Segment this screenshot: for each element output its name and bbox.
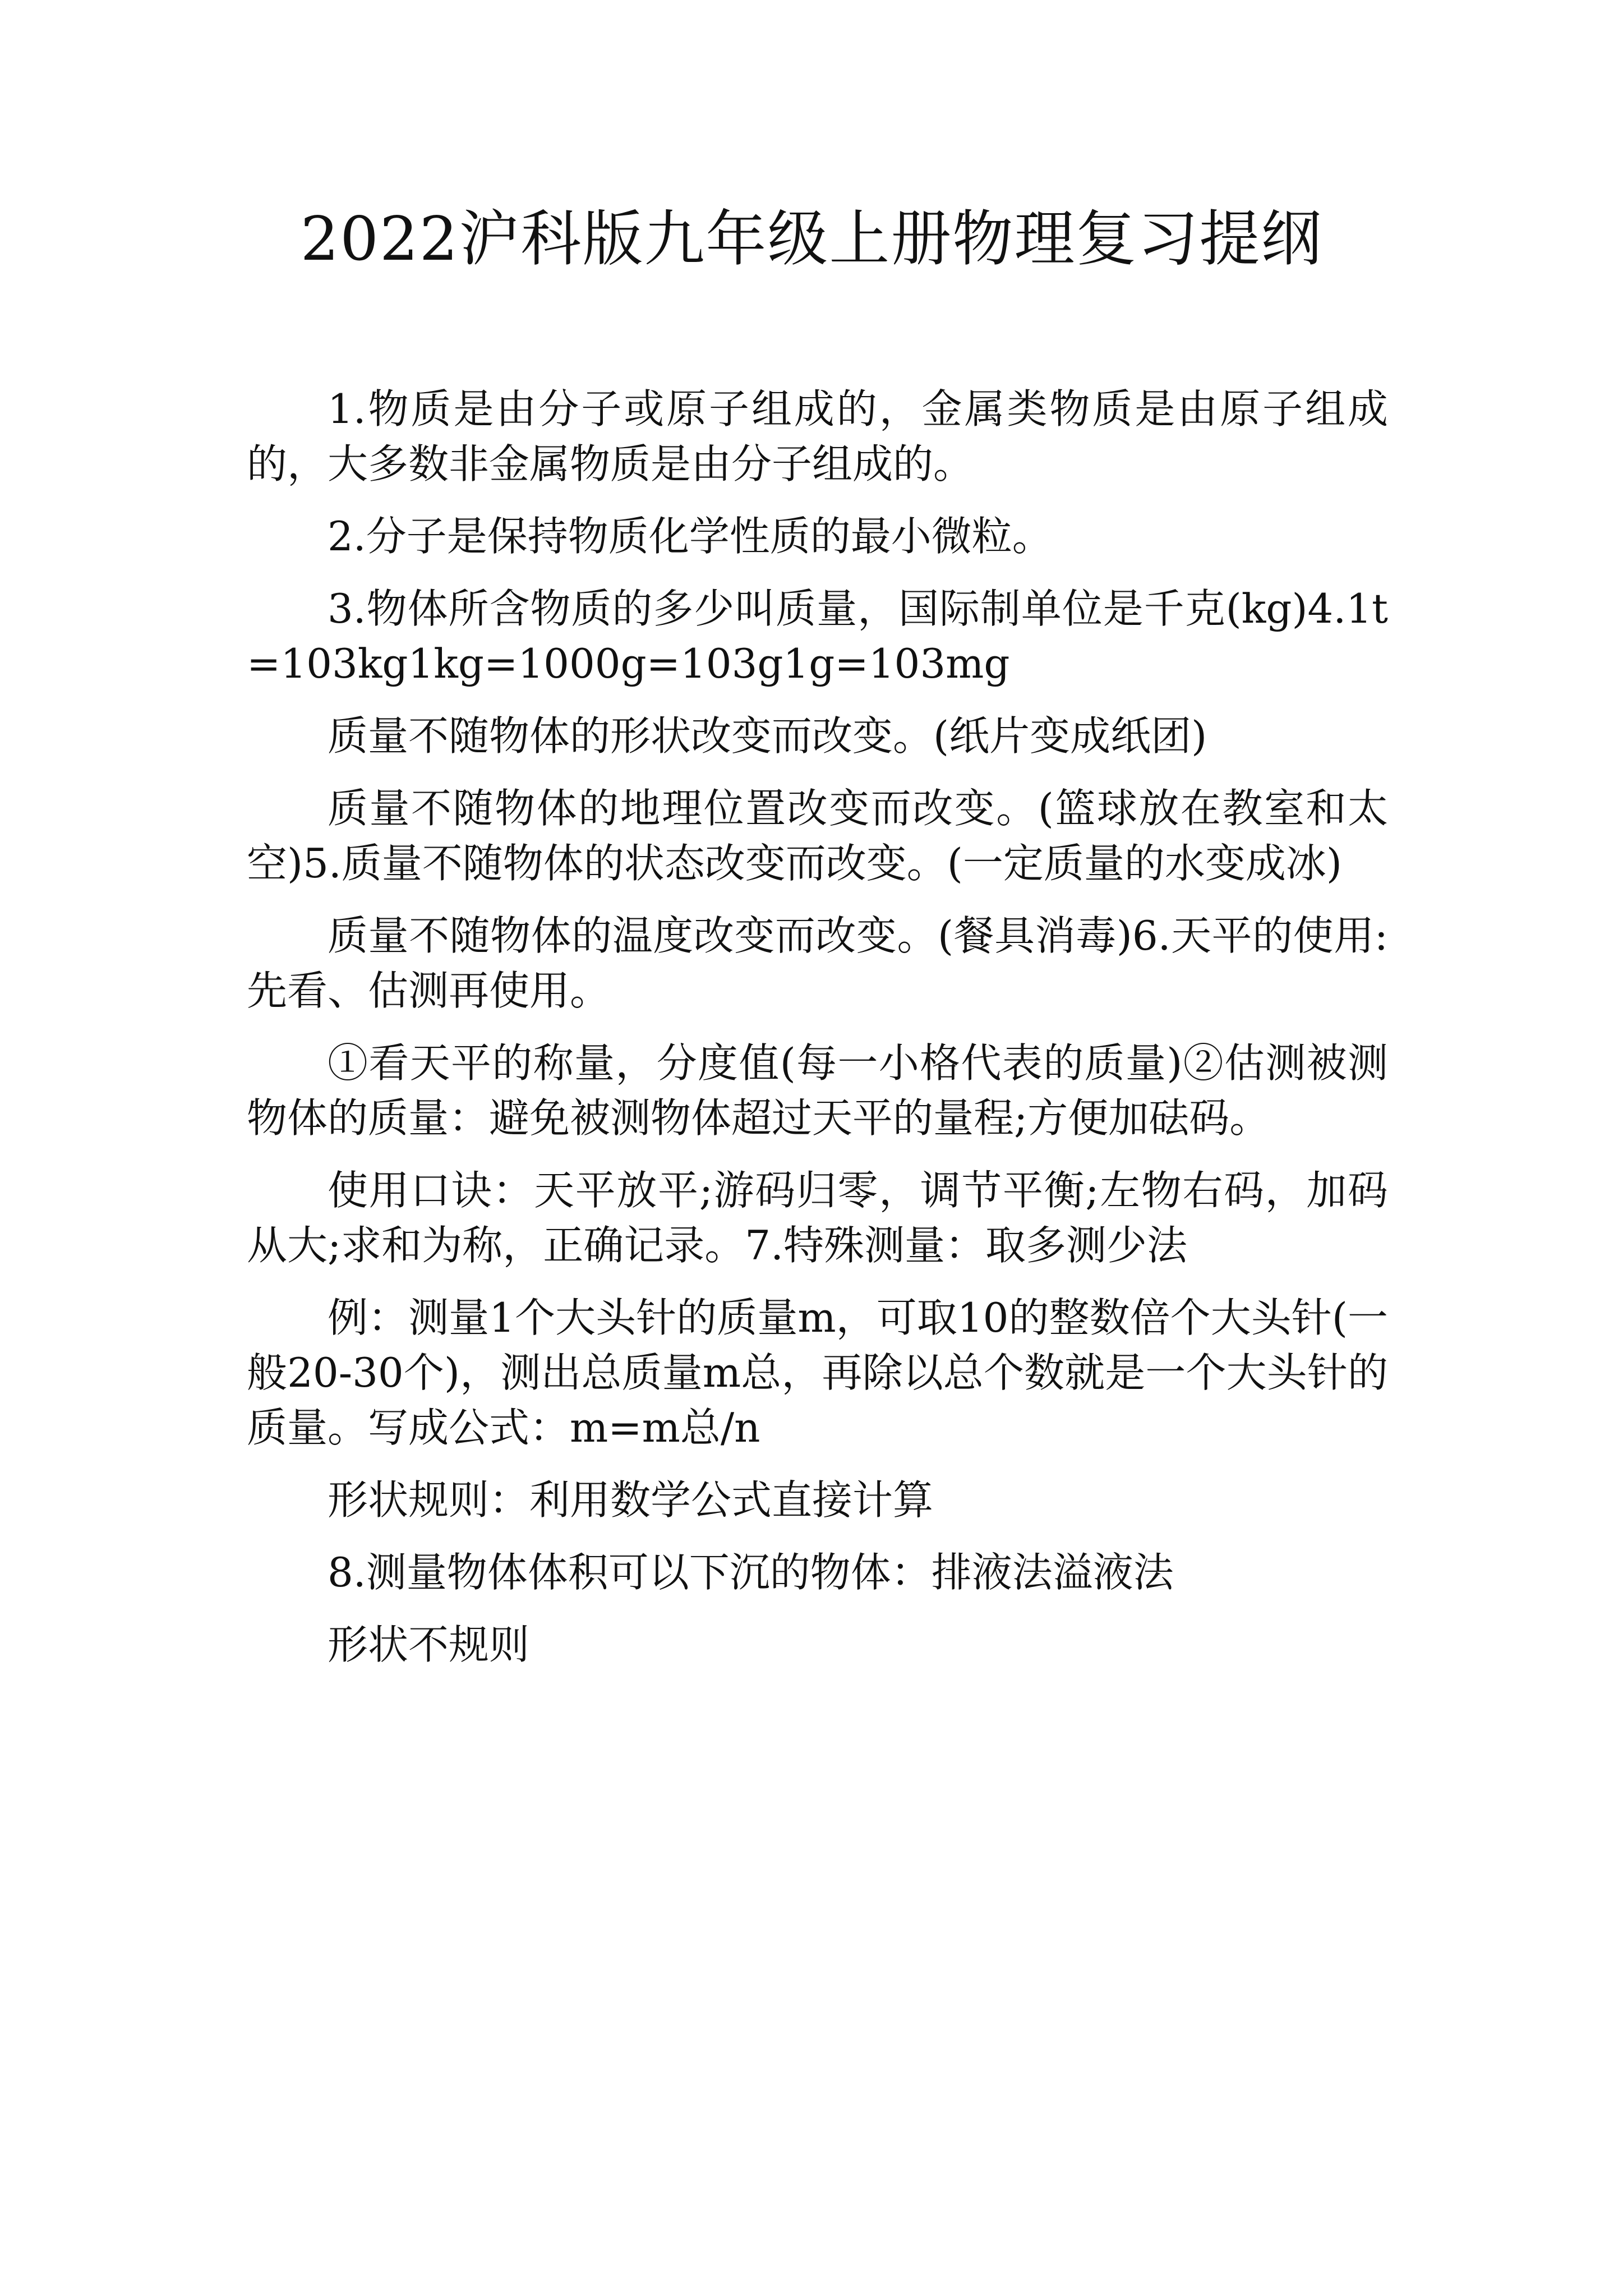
document-title: 2022沪科版九年级上册物理复习提纲 (300, 204, 1323, 274)
paragraph: 质量不随物体的形状改变而改变。(纸片变成纸团) (328, 712, 1207, 760)
paragraph: 形状不规则 (328, 1621, 530, 1668)
paragraph: 例：测量1个大头针的质量m，可取10的整数倍个大头针(一般20-30个)，测出总质量m总，再除以总个数就是一个大头针的质量。写成公式：m=m总/n (247, 1294, 1388, 1451)
paragraph: ①看天平的称量，分度值(每一小格代表的质量)②估测被测物体的质量：避免被测物体超过天平的量程;方便加砝码。 (247, 1039, 1388, 1142)
paragraph: 3.物体所含物质的多少叫质量，国际制单位是千克(kg)4.1t=103kg1kg=1000g=103g1g=103mg (247, 585, 1388, 687)
paragraph: 使用口诀：天平放平;游码归零，调节平衡;左物右码，加码从大;求和为称，正确记录。7.特殊测量：取多测少法 (247, 1167, 1388, 1269)
paragraph: 1.物质是由分子或原子组成的，金属类物质是由原子组成的，大多数非金属物质是由分子组成的。 (247, 385, 1388, 487)
paragraph: 形状规则：利用数学公式直接计算 (328, 1476, 934, 1524)
paragraph: 质量不随物体的温度改变而改变。(餐具消毒)6.天平的使用:先看、估测再使用。 (247, 912, 1388, 1014)
paragraph: 8.测量物体体积可以下沉的物体：排液法溢液法 (328, 1549, 1174, 1596)
document-body (247, 381, 1388, 1690)
paragraph: 2.分子是保持物质化学性质的最小微粒。 (328, 513, 1053, 560)
paragraph: 质量不随物体的地理位置改变而改变。(篮球放在教室和太空)5.质量不随物体的状态改变而改变。(一定质量的水变成冰) (247, 785, 1388, 887)
